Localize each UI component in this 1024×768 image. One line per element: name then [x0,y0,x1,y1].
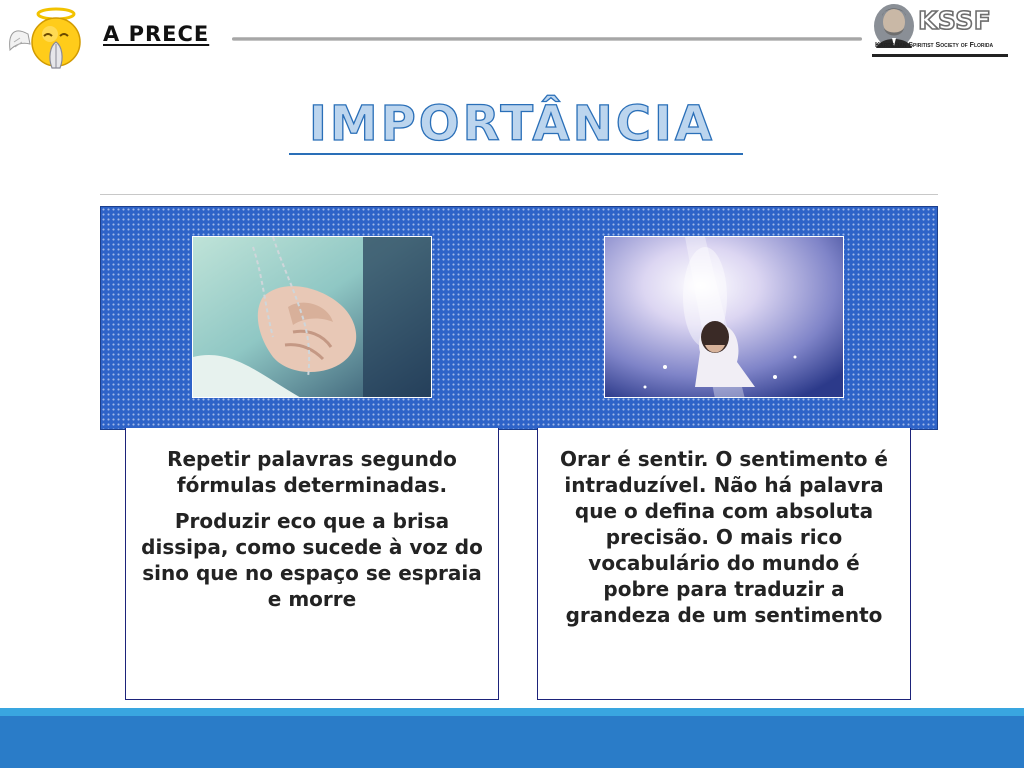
footer-accent-strip [0,708,1024,716]
kssf-logo [870,2,1010,58]
card-left-paragraph-2: Produzir eco que a brisa dissipa, como sucede à voz do sino que no espaço se espraia e morre [141,509,483,611]
footer-bar [0,716,1024,768]
definition-card-left [125,428,499,700]
person-praying-in-light-photo [604,236,844,398]
brand-name: KSSF [918,6,992,35]
card-left-paragraph-1: Repetir palavras segundo fórmulas determinadas. [167,447,457,497]
brand-underline [872,54,1008,57]
definition-card-right [537,428,911,700]
brand-subtitle: Kardecian Spiritist Society of Florida [875,42,994,49]
praying-angel-emoji-icon [6,4,90,74]
hands-holding-rosary-photo [192,236,432,398]
page-title: IMPORTÂNCIA [309,96,715,152]
content-divider [100,194,938,195]
section-title: A PRECE [103,22,210,46]
header-divider [232,37,862,41]
card-right-paragraph-1: Orar é sentir. O sentimento é intraduzível. Não há palavra que o defina com absoluta precisão. O mais rico vocabulário do mundo é pobre para traduzir a grandeza de um sentimento [560,447,888,627]
title-underline [289,153,743,155]
